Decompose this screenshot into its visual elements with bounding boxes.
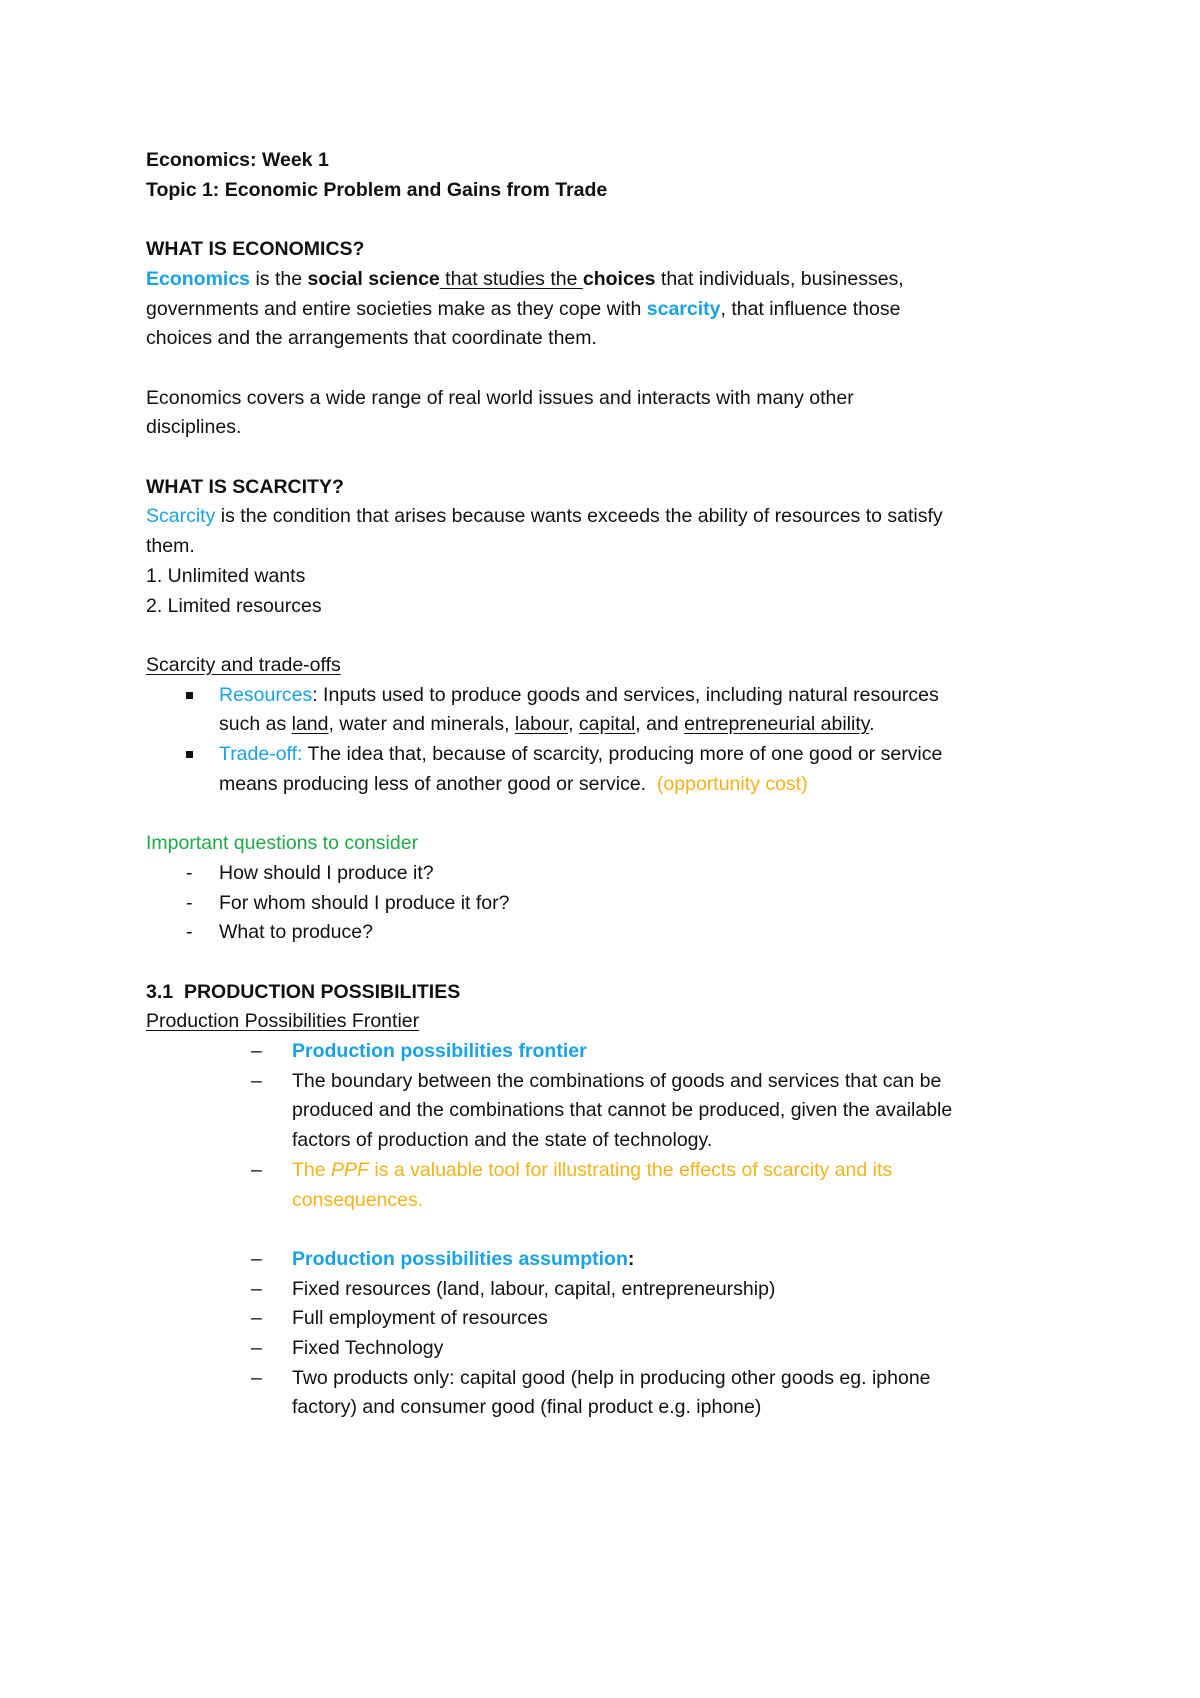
economics-covers-line-1: Economics covers a wide range of real world issues and interacts with many other (146, 386, 854, 409)
scarcity-term: scarcity (646, 297, 721, 320)
ppf-tool-line-1 (292, 1156, 1076, 1186)
list-item (146, 1364, 1076, 1423)
resources-text: such as (219, 713, 292, 736)
question-text: For whom should I produce it for? (219, 891, 510, 914)
tradeoff-text: The idea that, because of scarcity, producing more of one good or service (302, 743, 943, 765)
scarcity-item: 2. Limited resources (146, 594, 322, 617)
scarcity-definition-line-2: them. (146, 535, 195, 558)
scarcity-definition-line-1 (146, 502, 1076, 532)
list-item (146, 1245, 1076, 1275)
en-dash-bullet-icon: – (251, 1069, 262, 1092)
assumptions-list (146, 1245, 1076, 1423)
resources-line-1 (219, 681, 1076, 711)
entrepreneurial-term: entrepreneurial ability (684, 713, 870, 736)
ppf-definition-line-2: produced and the combinations that cannot be produced, given the available (292, 1099, 953, 1122)
resources-term: Resources (219, 683, 313, 706)
social-science-term: social science (307, 267, 440, 290)
document-title: Economics: Week 1 (146, 149, 329, 171)
document-body (146, 146, 1076, 1423)
tradeoffs-list (146, 681, 1076, 800)
assumption-text: Fixed resources (land, labour, capital, entrepreneurship) (292, 1277, 776, 1300)
ppf-term: Production possibilities frontier (292, 1040, 587, 1062)
en-dash-bullet-icon: – (251, 1040, 262, 1062)
ppf-definition-line-3: factors of production and the state of technology. (292, 1129, 713, 1152)
list-item (146, 1067, 1076, 1156)
economics-text: that individuals, businesses, (655, 267, 904, 290)
tradeoff-text: means producing less of another good or service. (219, 772, 657, 795)
list-item (146, 1156, 1076, 1215)
questions-heading: Important questions to consider (146, 832, 419, 855)
two-products-line-2: factory) and consumer good (final product e.g. iphone) (292, 1396, 762, 1419)
en-dash-bullet-icon: – (251, 1307, 262, 1330)
resources-text: , and (635, 713, 685, 736)
square-bullet-icon (186, 751, 193, 758)
topic-title: Topic 1: Economic Problem and Gains from Trade (146, 178, 608, 201)
ppf-heading: 3.1 PRODUCTION POSSIBILITIES (146, 980, 461, 1003)
ppf-subheading: Production Possibilities Frontier (146, 1010, 420, 1033)
economics-definition-line-2 (146, 295, 1076, 325)
scarcity-definition-term: Scarcity (146, 505, 216, 528)
dash-bullet-icon: - (186, 891, 193, 914)
economics-term: Economics (146, 267, 251, 290)
scarcity-heading: WHAT IS SCARCITY? (146, 475, 344, 498)
list-item (146, 681, 1076, 740)
two-products-line-1: Two products only: capital good (help in producing other goods eg. iphone (292, 1366, 931, 1389)
list-item (146, 1334, 1076, 1364)
question-text: How should I produce it? (219, 861, 434, 884)
list-item (146, 1304, 1076, 1334)
ppf-definition-line-1: The boundary between the combinations of goods and services that can be (292, 1069, 942, 1092)
en-dash-bullet-icon: – (251, 1277, 262, 1300)
resources-line-2 (219, 710, 1076, 740)
scarcity-text: is the condition that arises because wants exceeds the ability of resources to satisfy (215, 505, 943, 528)
economics-text: , that influence those (720, 297, 901, 320)
tradeoffs-heading: Scarcity and trade-offs (146, 653, 341, 676)
economics-covers-line-2: disciplines. (146, 416, 242, 439)
en-dash-bullet-icon: – (251, 1247, 262, 1270)
labour-term: labour (514, 713, 569, 736)
economics-heading: WHAT IS ECONOMICS? (146, 238, 365, 261)
resources-text: : Inputs used to produce goods and services, including natural resources (312, 683, 939, 706)
list-item (146, 1037, 1076, 1067)
dash-bullet-icon: - (186, 861, 193, 884)
opportunity-cost-note: (opportunity cost) (656, 772, 808, 795)
en-dash-bullet-icon: – (251, 1158, 262, 1181)
assumption-text: Full employment of resources (292, 1307, 548, 1330)
questions-list (146, 859, 1076, 948)
assumption-term: Production possibilities assumption (292, 1247, 628, 1270)
scarcity-item: 1. Unlimited wants (146, 564, 306, 587)
resources-text: , water and minerals, (328, 713, 515, 736)
ppf-tool-text: is a valuable tool for illustrating the effects of scarcity and its (368, 1158, 893, 1181)
capital-term: capital (578, 713, 636, 736)
tradeoff-term: Trade-off: (219, 743, 303, 765)
question-text: What to produce? (219, 921, 373, 944)
list-item (146, 740, 1076, 799)
en-dash-bullet-icon: – (251, 1337, 262, 1360)
list-item (146, 889, 1076, 919)
economics-text: is the (250, 267, 308, 290)
list-item (146, 1275, 1076, 1305)
choices-term: choices (582, 267, 656, 290)
ppf-tool-text: The (292, 1158, 332, 1181)
assumption-text: Fixed Technology (292, 1337, 444, 1360)
tradeoff-line-2 (219, 770, 1076, 800)
square-bullet-icon (186, 692, 193, 699)
dash-bullet-icon: - (186, 921, 193, 944)
list-item (146, 918, 1076, 948)
resources-text: , (568, 713, 579, 736)
list-item (146, 859, 1076, 889)
economics-definition-line-1 (146, 265, 1076, 295)
tradeoff-line-1 (219, 740, 1076, 770)
ppf-tool-line-2: consequences. (292, 1188, 424, 1211)
ppf-list (146, 1037, 1076, 1215)
economics-definition-line-3: choices and the arrangements that coordinate them. (146, 327, 597, 350)
ppf-abbrev: PPF (331, 1158, 369, 1181)
land-term: land (291, 713, 329, 736)
economics-text: governments and entire societies make as they cope with (146, 297, 647, 320)
assumption-colon: : (627, 1247, 635, 1270)
resources-text: . (869, 713, 875, 736)
en-dash-bullet-icon: – (251, 1366, 262, 1389)
economics-text: that studies the (439, 267, 583, 290)
